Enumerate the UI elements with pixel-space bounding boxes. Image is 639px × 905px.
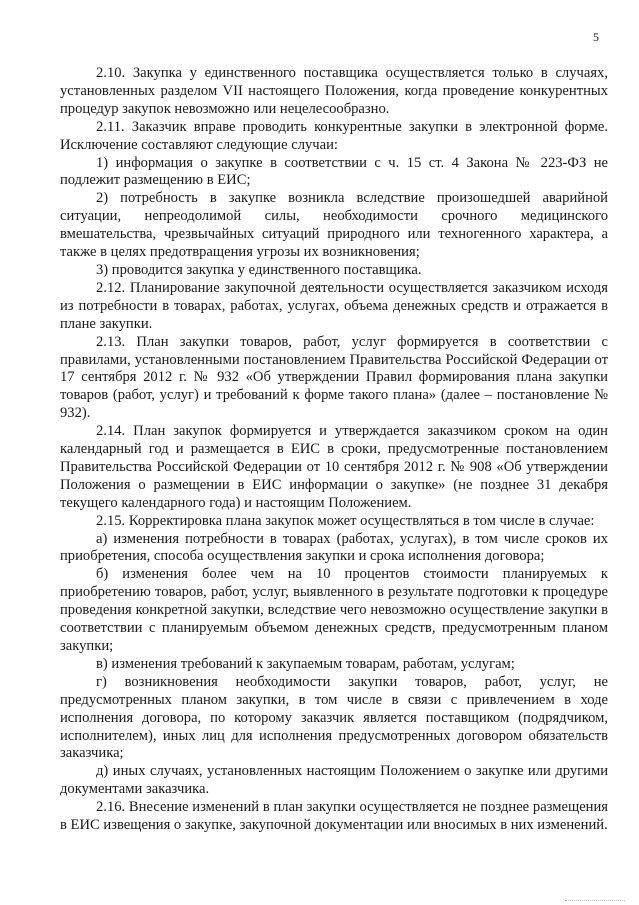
- list-item-b: б) изменения более чем на 10 процентов стоимости планируемых к приобретению товаров, работ, услуг, выявленного в результате подготовки к процедуре проведения конкретной закупки, вследствие чего невозможно осуществление закупки в соответствии с планируемым объемом денежных средств, предусмотренным планом закупки;: [60, 566, 608, 654]
- list-item-v: в) изменения требований к закупаемым товарам, работам, услугам;: [96, 655, 515, 672]
- paragraph-2-14: 2.14. План закупок формируется и утверждается заказчиком сроком на один календарный год и размещается в ЕИС в сроки, предусмотренные постановлением Правительства Российской Федерации от 10 сентября 2012 г. № 908 «Об утверждении Положения о размещении в ЕИС информации о закупке» (не позднее 31 декабря текущего календарного года) и настоящим Положением.: [60, 423, 608, 511]
- paragraph-2-11: 2.11. Заказчик вправе проводить конкурентные закупки в электронной форме. Исключение составляют следующие случаи:: [60, 118, 608, 153]
- list-item-a: а) изменения потребности в товарах (работах, услугах), в том числе сроков их приобретения, способа осуществления закупки и срока исполнения договора;: [60, 530, 608, 565]
- list-item-2: 2) потребность в закупке возникла вследствие произошедшей аварийной ситуации, непреодолимой силы, необходимости срочного медицинского вмешательства, чрезвычайных ситуаций природного или техногенного характера, а также в целях предотвращения угрозы их возникновения;: [60, 190, 608, 261]
- paragraph-2-10: 2.10. Закупка у единственного поставщика осуществляется только в случаях, установленных разделом VII настоящего Положения, когда проведение конкурентных процедур закупок невозможно или нецелесообразно.: [60, 65, 608, 117]
- paragraph-2-16: 2.16. Внесение изменений в план закупки осуществляется не позднее размещения в ЕИС извещения о закупке, закупочной документации или вносимых в них изменений.: [60, 799, 608, 834]
- list-item-d: д) иных случаях, установленных настоящим Положением о закупке или другими документами заказчика.: [60, 763, 608, 798]
- document-body: [60, 65, 608, 835]
- page-number: 5: [593, 30, 599, 44]
- paragraph-2-15: 2.15. Корректировка плана закупок может осуществляться в том числе в случае:: [96, 512, 595, 529]
- scan-mark: [565, 897, 625, 901]
- list-item-1: 1) информация о закупке в соответствии с ч. 15 ст. 4 Закона № 223-ФЗ не подлежит размещению в ЕИС;: [60, 154, 608, 189]
- paragraph-2-13: 2.13. План закупки товаров, работ, услуг формируется в соответствии с правилами, установленными постановлением Правительства Российской Федерации от 17 сентября 2012 г. № 932 «Об утверждении Правил формирования плана закупки товаров (работ, услуг) и требований к форме такого плана» (далее – постановление № 932).: [60, 333, 608, 422]
- list-item-g: г) возникновения необходимости закупки товаров, работ, услуг, не предусмотренных планом закупки, в том числе в связи с привлечением в ходе исполнения договора, по которому заказчик является поставщиком (подрядчиком, исполнителем), иных лиц для исполнения предусмотренных договором обязательств заказчика;: [60, 673, 608, 762]
- list-item-3: 3) проводится закупка у единственного поставщика.: [96, 261, 422, 278]
- paragraph-2-12: 2.12. Планирование закупочной деятельности осуществляется заказчиком исходя из потребности в товарах, работах, услугах, объема денежных средств и отражается в плане закупки.: [60, 279, 608, 332]
